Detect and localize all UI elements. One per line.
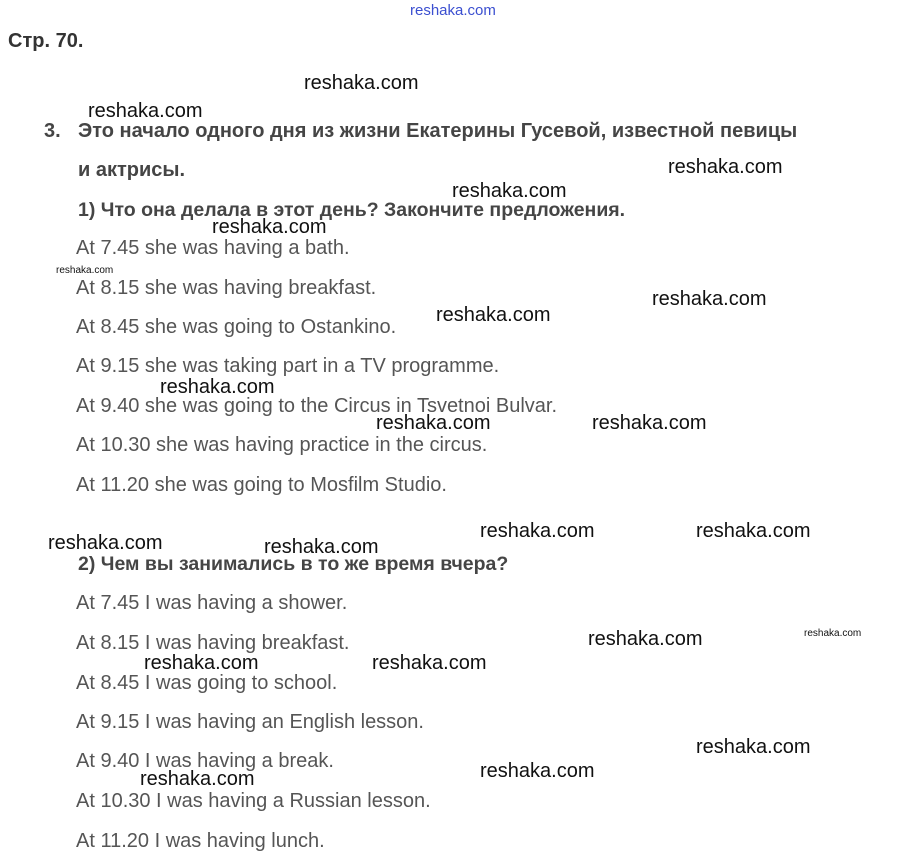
watermark: reshaka.com [88,100,203,122]
watermark-small: reshaka.com [804,628,862,639]
task-number: 3. [44,120,61,142]
watermark: reshaka.com [376,412,491,434]
part2-line: At 9.40 I was having a break. [76,750,334,772]
task-text-line-2: и актрисы. [78,159,186,181]
part2-line: At 10.30 I was having a Russian lesson. [76,790,431,812]
watermark: reshaka.com [480,520,595,542]
watermark: reshaka.com [668,156,783,178]
part1-line: At 8.45 she was going to Ostankino. [76,316,397,338]
watermark: reshaka.com [140,768,255,790]
part1-line: At 8.15 she was having breakfast. [76,277,377,299]
watermark: reshaka.com [212,216,327,238]
part2-line: At 8.45 I was going to school. [76,672,338,694]
watermark: reshaka.com [144,652,259,674]
part2-line: At 9.15 I was having an English lesson. [76,711,424,733]
watermark: reshaka.com [696,520,811,542]
part1-line: At 9.40 she was going to the Circus in Tsvetnoi Bulvar. [76,395,558,417]
part1-line: At 7.45 she was having a bath. [76,237,350,259]
part2-line: At 8.15 I was having breakfast. [76,632,350,654]
watermark: reshaka.com [264,536,379,558]
watermark: reshaka.com [480,760,595,782]
watermark: reshaka.com [160,376,275,398]
watermark: reshaka.com [652,288,767,310]
watermark: reshaka.com [452,180,567,202]
watermark: reshaka.com [48,532,163,554]
part1-heading: 1) Что она делала в этот день? Закончите предложения. [78,199,626,221]
watermark: reshaka.com [372,652,487,674]
watermark: reshaka.com [588,628,703,650]
part1-line: At 9.15 she was taking part in a TV programme. [76,355,500,377]
part2-line: At 7.45 I was having a shower. [76,592,348,614]
part2-line: At 11.20 I was having lunch. [76,830,325,852]
watermark: reshaka.com [304,72,419,94]
task-text-line-1: Это начало одного дня из жизни Екатерины Гусевой, известной певицы [78,120,798,142]
site-link-top[interactable]: reshaka.com [410,2,496,19]
part2-heading: 2) Чем вы занимались в то же время вчера? [78,553,509,575]
part1-line: At 10.30 she was having practice in the circus. [76,434,488,456]
watermark: reshaka.com [436,304,551,326]
watermark-small: reshaka.com [56,265,114,276]
part1-line: At 11.20 she was going to Mosfilm Studio. [76,474,447,496]
watermark: reshaka.com [592,412,707,434]
watermark: reshaka.com [696,736,811,758]
page-number: Стр. 70. [8,30,84,52]
